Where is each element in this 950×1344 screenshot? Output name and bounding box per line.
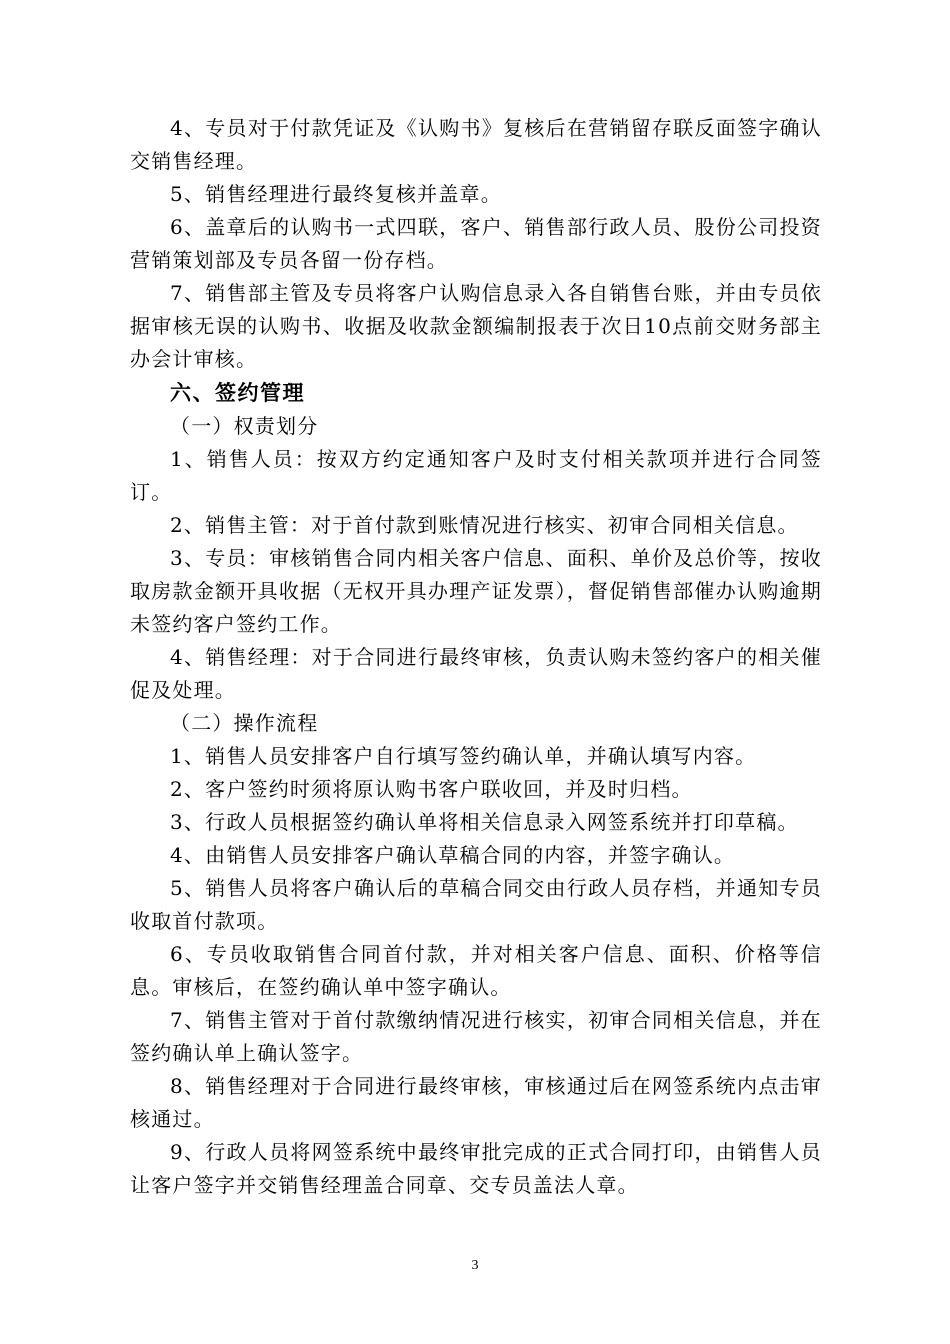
procedure-step-2: 2、客户签约时须将原认购书客户联收回，并及时归档。 [170, 777, 693, 801]
responsibility-sales-manager: 4、销售经理：对于合同进行最终审核，负责认购未签约客户的相关催促及处理。 [130, 645, 822, 702]
paragraph-4-review: 4、专员对于付款凭证及《认购书》复核后在营销留存联反面签字确认交销售经理。 [130, 116, 822, 173]
procedure-step-7: 7、销售主管对于首付款缴纳情况进行核实，初审合同相关信息，并在签约确认单上确认签字。 [130, 1008, 822, 1065]
responsibility-sales-staff: 1、销售人员：按双方约定通知客户及时支付相关款项并进行合同签订。 [130, 447, 822, 504]
section-heading-contract-management: 六、签约管理 [170, 380, 305, 405]
subsection-heading-procedure: （二）操作流程 [170, 711, 319, 735]
paragraph-5-seal: 5、销售经理进行最终复核并盖章。 [170, 182, 502, 206]
procedure-step-8: 8、销售经理对于合同进行最终审核，审核通过后在网签系统内点击审核通过。 [130, 1074, 822, 1131]
paragraph-6-archive: 6、盖章后的认购书一式四联，客户、销售部行政人员、股份公司投资营销策划部及专员各留一份存档。 [130, 215, 822, 272]
procedure-step-3: 3、行政人员根据签约确认单将相关信息录入网签系统并打印草稿。 [170, 810, 799, 834]
procedure-step-4: 4、由销售人员安排客户确认草稿合同的内容，并签字确认。 [170, 843, 736, 867]
procedure-step-9: 9、行政人员将网签系统中最终审批完成的正式合同打印，由销售人员让客户签字并交销售经理盖合同章、交专员盖法人章。 [130, 1140, 822, 1197]
procedure-step-6: 6、专员收取销售合同首付款，并对相关客户信息、面积、价格等信息。审核后，在签约确认单中签字确认。 [130, 942, 822, 999]
page-number: 3 [471, 1258, 479, 1273]
document-body [130, 112, 822, 1202]
paragraph-7-ledger: 7、销售部主管及专员将客户认购信息录入各自销售台账，并由专员依据审核无误的认购书、收据及收款金额编制报表于次日10点前交财务部主办会计审核。 [130, 281, 822, 371]
responsibility-specialist: 3、专员：审核销售合同内相关客户信息、面积、单价及总价等，按收取房款金额开具收据（无权开具办理产证发票），督促销售部催办认购逾期未签约客户签约工作。 [130, 546, 822, 636]
subsection-heading-responsibilities: （一）权责划分 [170, 414, 319, 438]
responsibility-sales-supervisor: 2、销售主管：对于首付款到账情况进行核实、初审合同相关信息。 [170, 513, 799, 537]
procedure-step-5: 5、销售人员将客户确认后的草稿合同交由行政人员存档，并通知专员收取首付款项。 [130, 876, 822, 933]
procedure-step-1: 1、销售人员安排客户自行填写签约确认单，并确认填写内容。 [170, 744, 757, 768]
